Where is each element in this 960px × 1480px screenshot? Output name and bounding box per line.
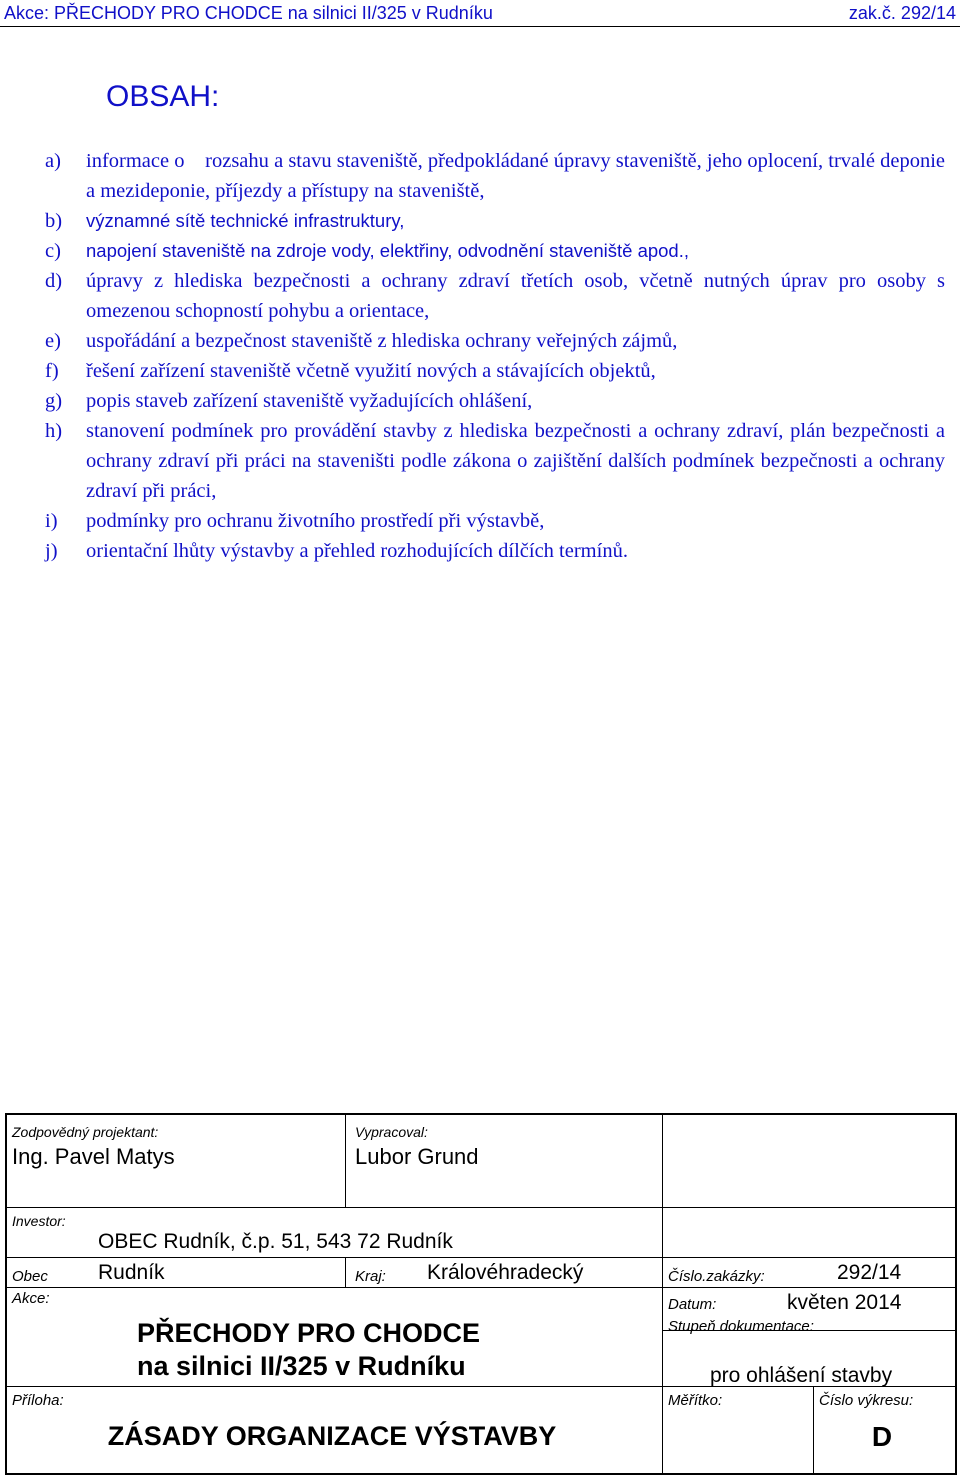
item-text: podmínky pro ochranu životního prostředí při výstavbě, (86, 510, 545, 532)
title-block (5, 1113, 957, 1475)
date-value: květen 2014 (787, 1291, 902, 1314)
item-label: h) (45, 420, 63, 442)
prepared-by-value: Lubor Grund (355, 1144, 479, 1169)
divider (7, 1386, 662, 1387)
drawing-number-label: Číslo výkresu: (819, 1392, 914, 1409)
municipality-value: Rudník (98, 1261, 165, 1284)
investor-value: OBEC Rudník, č.p. 51, 543 72 Rudník (98, 1230, 453, 1253)
item-text: uspořádání a bezpečnost staveniště z hlediska ochrany veřejných zájmů, (86, 330, 678, 352)
item-label: c) (45, 240, 61, 262)
item-label: i) (45, 510, 58, 532)
divider (7, 1257, 955, 1258)
drawing-number-value: D (871, 1421, 893, 1452)
item-label: j) (45, 540, 58, 562)
item-label: g) (45, 390, 63, 412)
responsible-designer-value: Ing. Pavel Matys (12, 1144, 175, 1169)
item-text: popis staveb zařízení staveniště vyžadujících ohlášení, (86, 390, 533, 412)
item-label: e) (45, 330, 61, 352)
page-header (0, 0, 960, 27)
item-text: úpravy z hlediska bezpečnosti a ochrany zdraví třetích osob, včetně nutných úprav pro osoby s omezenou schopností pohybu a orientace, (86, 270, 945, 322)
list-item (45, 146, 951, 206)
attachment-label: Příloha: (12, 1392, 64, 1409)
region-value: Královéhradecký (427, 1261, 584, 1284)
date-label: Datum: (668, 1296, 717, 1313)
scale-label: Měřítko: (668, 1392, 723, 1409)
list-item (45, 236, 945, 266)
divider (345, 1115, 346, 1207)
item-text: významné sítě technické infrastruktury, (86, 210, 405, 231)
divider (7, 1207, 955, 1208)
list-item (45, 536, 945, 566)
doc-stage-label: Stupeň dokumentace: (668, 1318, 814, 1335)
list-item (45, 416, 945, 506)
header-project: Akce: PŘECHODY PRO CHODCE na silnici II/325 v Rudníku (4, 3, 493, 23)
item-text: informace o rozsahu a stavu staveniště, předpokládané úpravy staveniště, jeho oplocení, trvalé deponie a mezideponie, příjezdy a přístupy na staveniště, (86, 150, 951, 202)
divider (662, 1257, 663, 1473)
list-item (45, 506, 945, 536)
divider (345, 1257, 346, 1287)
project-label: Akce: (12, 1290, 50, 1307)
item-label: f) (45, 360, 59, 382)
divider (7, 1287, 955, 1288)
contents-list (45, 146, 951, 566)
list-item (45, 206, 945, 236)
attachment-value: ZÁSADY ORGANIZACE VÝSTAVBY (107, 1421, 557, 1451)
responsible-designer-label: Zodpovědný projektant: (12, 1124, 159, 1140)
item-text: orientační lhůty výstavby a přehled rozhodujících dílčích termínů. (86, 540, 628, 562)
item-label: b) (45, 210, 63, 232)
item-label: a) (45, 150, 61, 172)
list-item (45, 356, 945, 386)
order-number-value: 292/14 (837, 1261, 902, 1284)
doc-stage-value: pro ohlášení stavby (710, 1364, 893, 1387)
list-item (45, 266, 945, 326)
investor-label: Investor: (12, 1213, 66, 1229)
project-title-line2: na silnici II/325 v Rudníku (137, 1351, 466, 1381)
list-item (45, 326, 945, 356)
list-item (45, 386, 945, 416)
item-label: d) (45, 270, 63, 292)
project-title-line1: PŘECHODY PRO CHODCE (137, 1318, 481, 1348)
item-text: řešení zařízení staveniště včetně využití nových a stávajících objektů, (86, 360, 656, 382)
order-number-label: Číslo.zakázky: (668, 1268, 765, 1285)
item-text: napojení staveniště na zdroje vody, elektřiny, odvodnění staveniště apod., (86, 240, 690, 261)
divider (813, 1386, 814, 1473)
municipality-label: Obec (12, 1268, 48, 1285)
header-order-number: zak.č. 292/14 (848, 3, 956, 23)
prepared-by-label: Vypracoval: (355, 1124, 428, 1140)
item-text: stanovení podmínek pro provádění stavby z hlediska bezpečnosti a ochrany zdraví, plán bezpečnosti a ochrany zdraví při práci na staveništi podle zákona o zajištění dalších podmínek bezpečnosti a ochrany zdraví při práci, (86, 420, 945, 502)
page-title: OBSAH: (106, 80, 220, 113)
region-label: Kraj: (355, 1268, 386, 1285)
divider (662, 1115, 663, 1257)
